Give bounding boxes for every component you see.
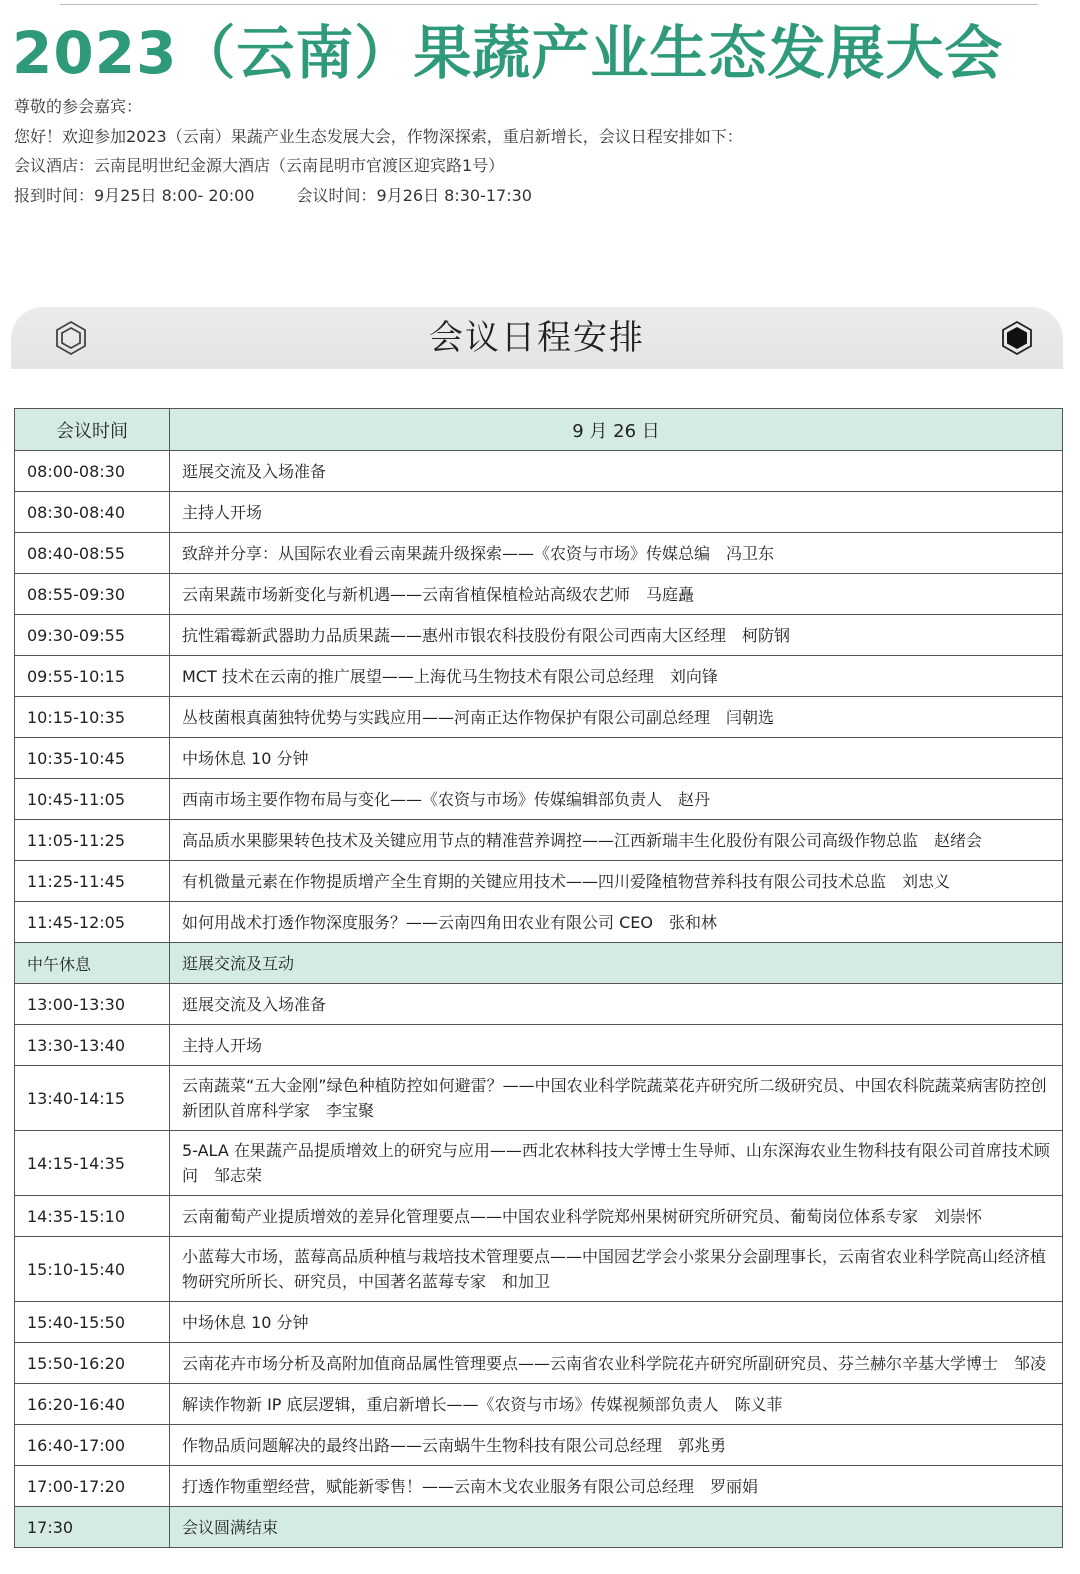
row-time: 09:30-09:55 [15,615,170,656]
table-row [15,1507,1063,1548]
row-content: MCT 技术在云南的推广展望——上海优马生物技术有限公司总经理 刘向锋 [170,656,1063,697]
row-time: 08:30-08:40 [15,492,170,533]
table-row [15,533,1063,574]
table-row [15,1066,1063,1131]
row-content: 中场休息 10 分钟 [170,1302,1063,1343]
table-row [15,943,1063,984]
row-content: 致辞并分享：从国际农业看云南果蔬升级探索——《农资与市场》传媒总编 冯卫东 [170,533,1063,574]
row-time: 10:35-10:45 [15,738,170,779]
table-row [15,861,1063,902]
hotel-text: 会议酒店：云南昆明世纪金源大酒店（云南昆明市官渡区迎宾路1号） [14,156,505,175]
row-time: 10:45-11:05 [15,779,170,820]
table-row [15,697,1063,738]
row-content: 逛展交流及互动 [170,943,1063,984]
row-time: 16:40-17:00 [15,1425,170,1466]
row-time: 13:30-13:40 [15,1025,170,1066]
table-row [15,1466,1063,1507]
row-content: 如何用战术打透作物深度服务？——云南四角田农业有限公司 CEO 张和林 [170,902,1063,943]
table-row [15,1196,1063,1237]
row-time: 09:55-10:15 [15,656,170,697]
row-time: 08:40-08:55 [15,533,170,574]
row-time: 17:00-17:20 [15,1466,170,1507]
table-row [15,492,1063,533]
table-row [15,1302,1063,1343]
schedule-body [15,451,1063,1548]
row-content: 云南葡萄产业提质增效的差异化管理要点——中国农业科学院郑州果树研究所研究员、葡萄岗位体系专家 刘崇怀 [170,1196,1063,1237]
table-row [15,820,1063,861]
row-content: 解读作物新 IP 底层逻辑，重启新增长——《农资与市场》传媒视频部负责人 陈义菲 [170,1384,1063,1425]
row-content: 抗性霜霉新武器助力品质果蔬——惠州市银农科技股份有限公司西南大区经理 柯防钢 [170,615,1063,656]
table-row [15,1425,1063,1466]
table-row [15,1025,1063,1066]
row-content: 西南市场主要作物布局与变化——《农资与市场》传媒编辑部负责人 赵丹 [170,779,1063,820]
row-time: 15:10-15:40 [15,1237,170,1302]
table-row [15,1384,1063,1425]
row-time: 15:50-16:20 [15,1343,170,1384]
row-content: 作物品质问题解决的最终出路——云南蜗牛生物科技有限公司总经理 郭兆勇 [170,1425,1063,1466]
row-time: 11:25-11:45 [15,861,170,902]
row-content: 逛展交流及入场准备 [170,451,1063,492]
table-row [15,1131,1063,1196]
row-time: 13:40-14:15 [15,1066,170,1131]
row-time: 16:20-16:40 [15,1384,170,1425]
banner-title: 会议日程安排 [429,318,645,358]
table-row [15,902,1063,943]
checkin-time: 报到时间：9月25日 8:00- 20:00 [14,185,255,205]
row-time: 15:40-15:50 [15,1302,170,1343]
top-divider [60,4,1038,5]
table-header-row [15,409,1063,451]
table-row [15,738,1063,779]
row-content: 有机微量元素在作物提质增产全生育期的关键应用技术——四川爱隆植物营养科技有限公司技术总监 刘忠义 [170,861,1063,902]
row-content: 会议圆满结束 [170,1507,1063,1548]
table-row [15,615,1063,656]
row-content: 小蓝莓大市场，蓝莓高品质种植与栽培技术管理要点——中国园艺学会小浆果分会副理事长，云南省农业科学院高山经济植物研究所所长、研究员，中国著名蓝莓专家 和加卫 [170,1237,1063,1302]
row-time: 08:00-08:30 [15,451,170,492]
row-time: 10:15-10:35 [15,697,170,738]
row-content: 中场休息 10 分钟 [170,738,1063,779]
row-time: 13:00-13:30 [15,984,170,1025]
row-content: 云南果蔬市场新变化与新机遇——云南省植保植检站高级农艺师 马庭矗 [170,574,1063,615]
hexagon-solid-icon [999,320,1035,356]
header-time: 会议时间 [15,409,170,451]
row-content: 逛展交流及入场准备 [170,984,1063,1025]
meeting-time: 会议时间：9月26日 8:30-17:30 [296,185,532,205]
row-time: 14:15-14:35 [15,1131,170,1196]
table-row [15,984,1063,1025]
table-row [15,656,1063,697]
row-time: 中午休息 [15,943,170,984]
row-time: 08:55-09:30 [15,574,170,615]
table-row [15,1343,1063,1384]
schedule-banner [11,307,1063,369]
row-time: 11:45-12:05 [15,902,170,943]
row-content: 高品质水果膨果转色技术及关键应用节点的精准营养调控——江西新瑞丰生化股份有限公司高级作物总监 赵绪会 [170,820,1063,861]
welcome-text: 您好！欢迎参加2023（云南）果蔬产业生态发展大会，作物深探索，重启新增长，会议日程安排如下： [14,126,743,146]
row-content: 5-ALA 在果蔬产品提质增效上的研究与应用——西北农林科技大学博士生导师、山东深海农业生物科技有限公司首席技术顾问 邹志荣 [170,1131,1063,1196]
row-content: 主持人开场 [170,1025,1063,1066]
row-time: 11:05-11:25 [15,820,170,861]
row-content: 主持人开场 [170,492,1063,533]
intro-block [14,92,743,210]
greeting-text: 尊敬的参会嘉宾： [14,97,143,116]
row-content: 云南蔬菜“五大金刚”绿色种植防控如何避雷？——中国农业科学院蔬菜花卉研究所二级研究员、中国农科院蔬菜病害防控创新团队首席科学家 李宝聚 [170,1066,1063,1131]
table-row [15,574,1063,615]
table-row [15,779,1063,820]
header-date: 9 月 26 日 [170,409,1063,451]
schedule-table [14,408,1063,1548]
table-row [15,1237,1063,1302]
time-line [14,181,743,211]
row-content: 打透作物重塑经营，赋能新零售！——云南木戈农业服务有限公司总经理 罗丽娟 [170,1466,1063,1507]
row-content: 丛枝菌根真菌独特优势与实践应用——河南正达作物保护有限公司副总经理 闫朝选 [170,697,1063,738]
row-time: 17:30 [15,1507,170,1548]
row-content: 云南花卉市场分析及高附加值商品属性管理要点——云南省农业科学院花卉研究所副研究员、芬兰赫尔辛基大学博士 邹凌 [170,1343,1063,1384]
page-title: 2023（云南）果蔬产业生态发展大会 [12,19,1004,87]
table-row [15,451,1063,492]
row-time: 14:35-15:10 [15,1196,170,1237]
